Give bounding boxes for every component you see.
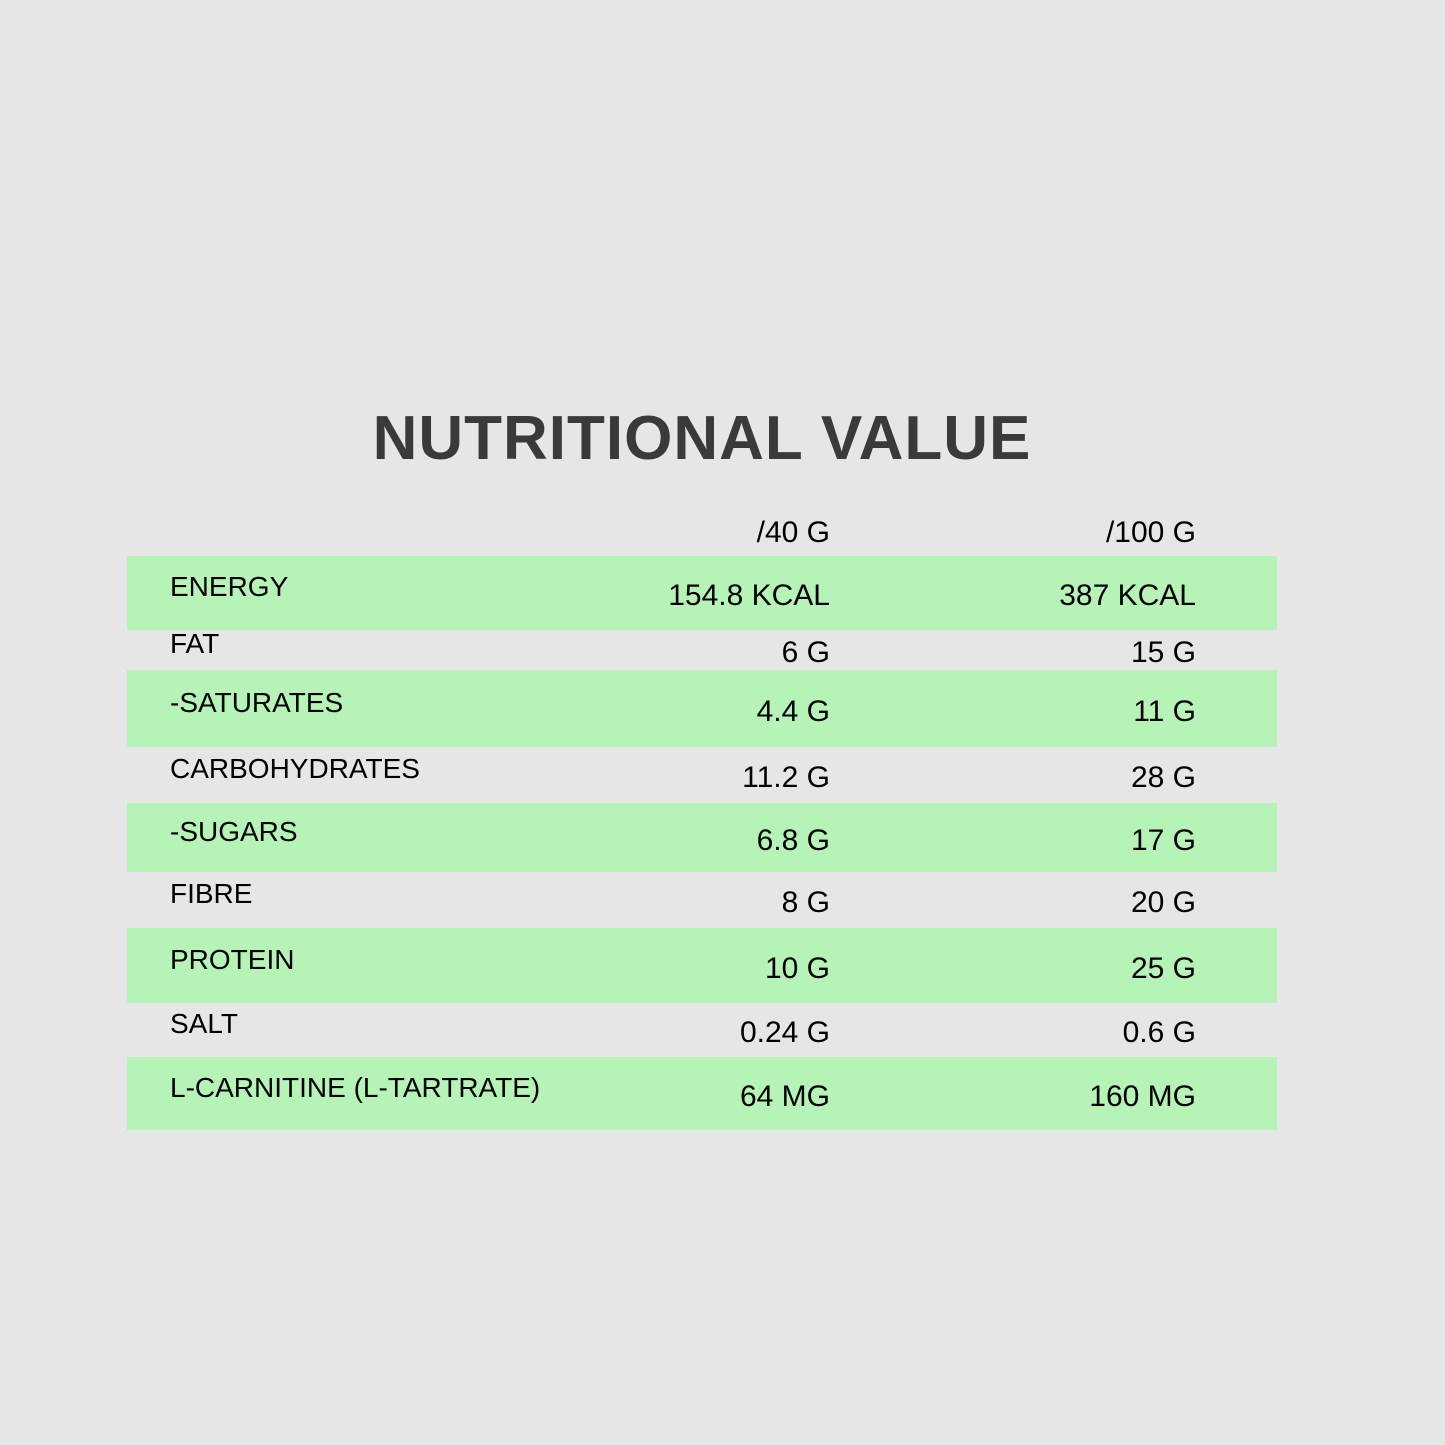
table-row-fat [127, 630, 1277, 670]
table-row-fibre [127, 872, 1277, 928]
value-per-100g: 17 G [1130, 823, 1196, 857]
column-header-per-40g: /40 G [756, 515, 830, 549]
value-per-100g: 11 G [1133, 694, 1196, 728]
value-per-40g: 0.24 G [739, 1016, 830, 1049]
row-label: FIBRE [170, 878, 253, 909]
table-row-sugars [127, 803, 1277, 872]
page-title: NUTRITIONAL VALUE [372, 404, 1032, 473]
value-per-100g: 20 G [1130, 886, 1196, 919]
row-label: -SUGARS [170, 815, 298, 847]
value-per-40g: 4.4 G [756, 694, 830, 728]
value-per-100g: 160 MG [1089, 1079, 1196, 1113]
row-label: ENERGY [170, 571, 289, 602]
value-per-100g: 15 G [1130, 636, 1196, 669]
value-per-100g: 25 G [1130, 951, 1196, 985]
value-per-40g: 64 MG [739, 1079, 830, 1113]
value-per-40g: 10 G [764, 951, 830, 985]
value-per-100g: 0.6 G [1122, 1016, 1196, 1049]
value-per-100g: 387 KCAL [1059, 579, 1196, 612]
table-header-row [127, 490, 1277, 556]
row-label: FAT [170, 628, 220, 659]
table-row-carbohydrates [127, 747, 1277, 803]
value-per-40g: 8 G [781, 886, 830, 919]
table-row-energy [127, 556, 1277, 630]
row-label: PROTEIN [170, 943, 295, 975]
row-label: L-CARNITINE (L-TARTRATE) [170, 1071, 541, 1103]
value-per-40g: 6 G [781, 636, 830, 669]
value-per-100g: 28 G [1130, 761, 1196, 794]
row-label: -SATURATES [170, 686, 344, 718]
row-label: SALT [170, 1008, 238, 1039]
column-header-per-100g: /100 G [1105, 515, 1196, 549]
table-row-saturates [127, 670, 1277, 747]
table-row-salt [127, 1003, 1277, 1057]
value-per-40g: 6.8 G [756, 823, 830, 857]
table-row-l-carnitine [127, 1057, 1277, 1130]
nutrition-table [127, 490, 1277, 1130]
row-label: CARBOHYDRATES [170, 753, 420, 784]
table-row-protein [127, 928, 1277, 1003]
value-per-40g: 11.2 G [742, 761, 830, 794]
value-per-40g: 154.8 KCAL [668, 579, 830, 612]
